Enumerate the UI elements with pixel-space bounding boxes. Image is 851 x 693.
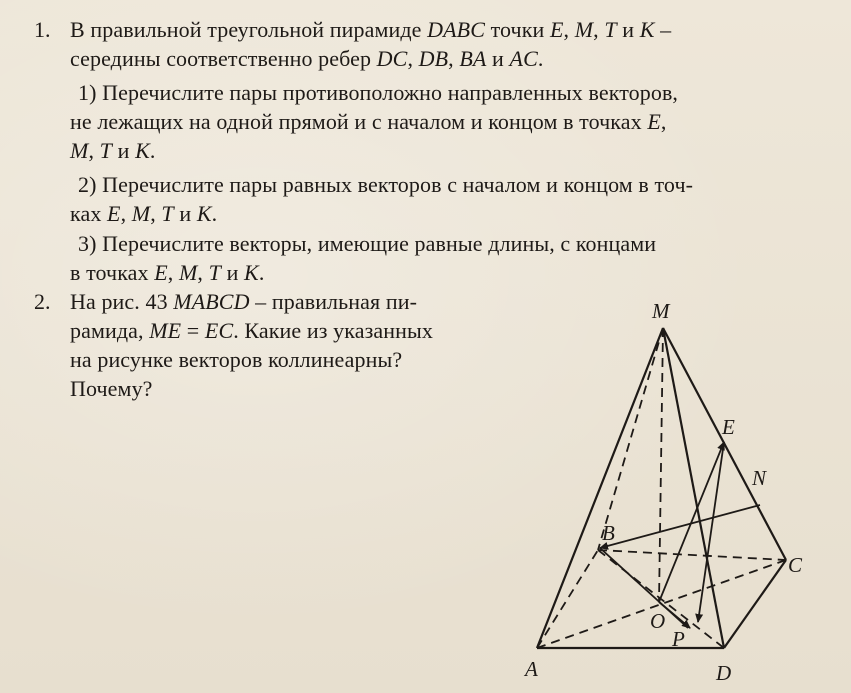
math-variable: T xyxy=(208,260,221,285)
label-o: O xyxy=(650,609,666,633)
math-variable: BA xyxy=(459,46,487,71)
edge-bc xyxy=(598,550,786,560)
problem-2-number: 2. xyxy=(34,289,51,314)
label-b: B xyxy=(602,521,615,545)
label-n: N xyxy=(752,466,767,490)
math-variable: E xyxy=(647,109,661,134)
vector-oe xyxy=(659,442,724,602)
label-a: A xyxy=(525,657,538,681)
math-variable: K xyxy=(639,17,655,42)
text-line: M, T и K. xyxy=(70,138,156,163)
math-variable: DB xyxy=(418,46,449,71)
text-line: На рис. 43 MABCD – правильная пи- xyxy=(70,289,418,314)
edge-ab xyxy=(537,550,598,648)
label-c: C xyxy=(788,553,803,577)
math-variable: MABCD xyxy=(173,289,250,314)
math-variable: E xyxy=(107,201,121,226)
math-variable: E xyxy=(154,260,168,285)
math-variable: M xyxy=(70,138,89,163)
math-variable: T xyxy=(99,138,112,163)
text-line: 1) Перечислите пары противоположно направленных векторов, xyxy=(78,80,679,105)
math-variable: AC xyxy=(509,46,538,71)
edge-dc xyxy=(724,560,786,648)
problem-1-number: 1. xyxy=(34,17,51,42)
text-line: 2) Перечислите пары равных векторов с началом и концом в точ- xyxy=(78,172,694,197)
math-variable: K xyxy=(135,138,150,163)
math-variable: M xyxy=(131,201,151,226)
math-variable: K xyxy=(244,260,259,285)
text-line: в точках E, M, T и K. xyxy=(70,260,265,285)
height-mo xyxy=(659,328,663,602)
label-e: E xyxy=(722,415,735,439)
label-d: D xyxy=(716,661,732,685)
text-line: середины соответственно ребер DC, DB, BA и AC. xyxy=(70,46,544,71)
edge-ma xyxy=(537,328,666,648)
vector-nb xyxy=(600,505,760,548)
math-variable: DC xyxy=(376,46,408,71)
edge-mb xyxy=(598,328,663,550)
text-line: Почему? xyxy=(70,376,153,401)
math-variable: M xyxy=(574,17,594,42)
text-line: 3) Перечислите векторы, имеющие равные длины, с концами xyxy=(78,231,657,256)
text-line: ках E, M, T и K. xyxy=(70,201,218,226)
math-variable: M xyxy=(178,260,198,285)
text-line: В правильной треугольной пирамиде DABC точки E, M, T и K – xyxy=(70,17,672,42)
text-line: не лежащих на одной прямой и с началом и концом в точках E, xyxy=(70,109,667,134)
text-line: на рисунке векторов коллинеарны? xyxy=(70,347,403,372)
math-variable: ME xyxy=(149,318,182,343)
text-line: рамида, ME = EC. Какие из указанных xyxy=(70,318,433,343)
label-p: P xyxy=(672,627,685,651)
math-variable: EC xyxy=(204,318,234,343)
math-variable: T xyxy=(161,201,174,226)
label-m: M xyxy=(652,299,670,323)
math-variable: E xyxy=(549,17,564,42)
math-variable: DABC xyxy=(427,17,485,42)
math-variable: T xyxy=(604,17,617,42)
math-variable: K xyxy=(196,201,212,226)
